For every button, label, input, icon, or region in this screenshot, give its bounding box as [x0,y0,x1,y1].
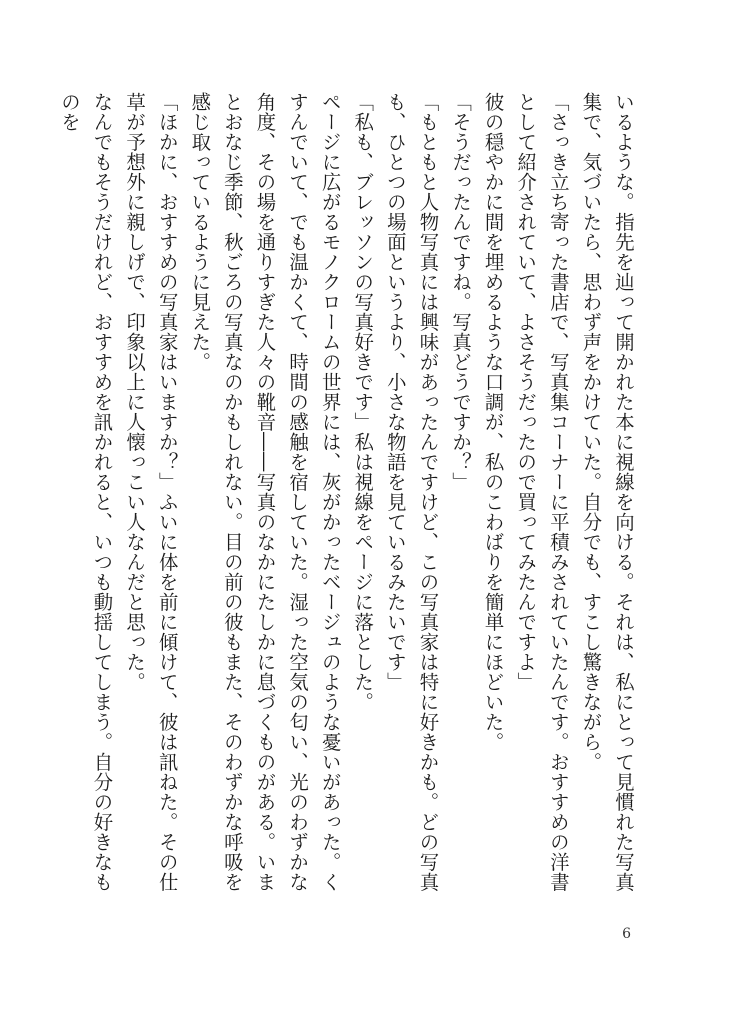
paragraph-8: 「ほかに、おすすめの写真家はいますか？」ふいに体を前に傾けて、彼は訊ねた。その仕草が予想外に親しげで、印象以上に人懐っこい人なんだと思った。 [123,92,179,892]
page-number: 6 [622,926,631,942]
paragraph-2: 「さっき立ち寄った書店で、写真集コーナーに平積みされていたんです。おすすめの洋書として紹介されていて、よさそうだったので買ってみたんですよ」 [514,92,570,892]
paragraph-4: 「そうだったんですね。写真どうですか？」 [449,92,473,492]
paragraph-7: ページに広がるモノクロームの世界には、灰がかったベージュのような憂いがあった。くすんでいて、でも温かくて、時間の感触を宿していた。湿った空気の匂い、光のわずかな角度、その場を通りすぎた人々の靴音――写真のなかにたしかに息づくものがある。いまとおなじ季節、秋ごろの写真なのかもしれない。目の前の彼もまた、そのわずかな呼吸を感じ取っているように見えた。 [188,92,342,892]
paragraph-6: 「私も、ブレッソンの写真好きです」私は視線をページに落とした。 [351,92,375,712]
paragraph-3: 彼の穏やかに間を埋めるような口調が、私のこわばりを簡単にほどいた。 [481,92,505,752]
vertical-body-text [57,92,639,902]
paragraph-9: なんでもそうだけれど、おすすめを訊かれると、いつも動揺してしまう。自分の好きなものを [57,92,114,892]
paragraph-1: いるような。指先を辿って開かれた本に視線を向ける。それは、私にとって見慣れた写真集で、気づいたら、思わず声をかけていた。自分でも、すこし驚きながら。 [579,92,635,892]
paragraph-5: 「もともと人物写真には興味があったんですけど、この写真家は特に好きかも。どの写真も、ひとつの場面というより、小さな物語を見ているみたいです」 [383,92,440,892]
